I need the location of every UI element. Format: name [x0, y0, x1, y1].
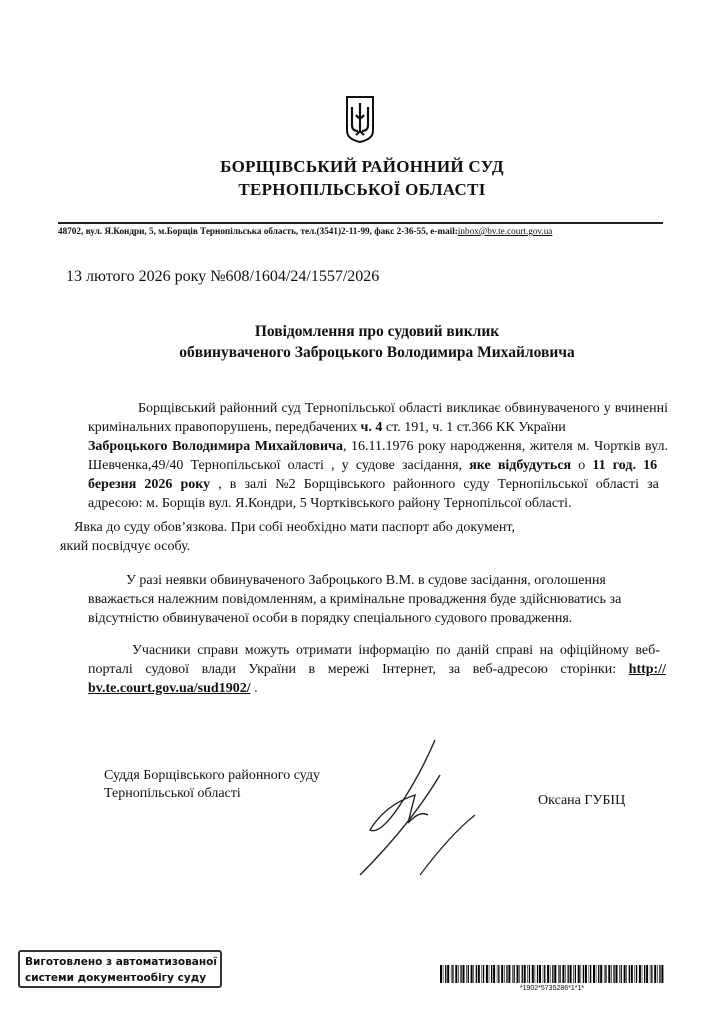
barcode-bar: [583, 965, 584, 983]
text-run: вважається належним повідомленням, а кримінальне провадження буде здійснюватись за: [88, 592, 622, 607]
barcode-bar: [624, 965, 626, 983]
barcode-bar: [598, 965, 599, 983]
barcode-bar: [626, 965, 627, 983]
paragraph-line: [88, 495, 572, 513]
barcode-bar: [639, 965, 641, 983]
text-run: порталі судової влади України в мережі Інтернет, за веб-адресою сторінки:: [88, 662, 629, 677]
barcode-bar: [508, 965, 510, 983]
barcode-bar: [636, 965, 637, 983]
barcode-bar: [629, 965, 630, 983]
barcode-bar: [473, 965, 474, 983]
barcode-bar: [604, 965, 605, 983]
barcode-bar: [443, 965, 444, 983]
barcode-bar: [519, 965, 520, 983]
text-run: Учасники справи можуть отримати інформацію по даній справі на офіційному веб-: [132, 643, 660, 658]
barcode-bar: [631, 965, 633, 983]
barcode-bar: [654, 965, 656, 983]
paragraph-line: [88, 661, 666, 679]
barcode-bar: [565, 965, 566, 983]
text-run: адресою: м. Борщів вул. Я.Кондри, 5 Чортківського району Тернопільсої області.: [88, 496, 572, 511]
judge-position-line: Суддя Борщівського районного суду: [104, 768, 320, 783]
text-run: Явка до суду обов’язкова. При собі необхідно мати паспорт або документ,: [74, 520, 515, 535]
barcode-number: *1902*5735286*1*1*: [519, 985, 585, 992]
paragraph-line: [88, 591, 621, 609]
barcode-bar: [651, 965, 652, 983]
barcode-bar: [537, 965, 538, 983]
barcode-bar: [570, 965, 572, 983]
paragraph-line: [138, 400, 668, 418]
barcode-bar: [468, 965, 469, 983]
text-run: Заброцького Володимира Михайловича: [88, 439, 343, 454]
barcode-bar: [621, 965, 622, 983]
text-run: , 16.11.1976 року народження, жителя м. Чортків вул.: [342, 439, 668, 454]
barcode-bar: [562, 965, 564, 983]
auto-generated-stamp: [18, 950, 222, 988]
barcode-bar: [455, 965, 457, 983]
barcode-bar: [661, 965, 663, 983]
paragraph-line: [88, 419, 566, 437]
barcode-bar: [527, 965, 528, 983]
barcode-bar: [650, 965, 651, 983]
barcode-bar: [605, 965, 606, 983]
barcode-bar: [619, 965, 620, 983]
text-run: ч. 4: [360, 420, 383, 435]
text-run: , в залі №2 Борщівського районного суду Тернопільської області за: [210, 477, 659, 492]
barcode-bar: [471, 965, 473, 983]
barcode: [440, 965, 664, 983]
barcode-bar: [616, 965, 618, 983]
text-run: кримінальних правопорушень, передбачених: [88, 420, 361, 435]
court-name: БОРЩІВСЬКИЙ РАЙОННИЙ СУД: [220, 157, 504, 176]
stamp-line: системи документообігу суду: [25, 972, 207, 984]
paragraph-line: [60, 538, 190, 556]
text-run: відсутністю обвинуваченої особи в порядку спеціального судового провадження.: [88, 611, 573, 626]
date-case-number: 13 лютого 2026 року №608/1604/24/1557/2026: [66, 268, 380, 285]
judge-position: [104, 767, 320, 803]
barcode-bar: [559, 965, 560, 983]
barcode-bar: [596, 965, 597, 983]
court-address: [58, 226, 552, 236]
barcode-bar: [552, 965, 553, 983]
text-run: .: [250, 681, 258, 696]
barcode-bar: [483, 965, 484, 983]
barcode-bar: [585, 965, 587, 983]
barcode-bar: [581, 965, 582, 983]
barcode-bar: [543, 965, 544, 983]
document-title: Повідомлення про судовий виклик: [254, 323, 500, 340]
barcode-bar: [657, 965, 658, 983]
header-divider: [58, 222, 663, 224]
barcode-bar: [544, 965, 545, 983]
paragraph-line: [74, 519, 515, 537]
document-subtitle: обвинуваченого Заброцького Володимира Михайловича: [179, 344, 575, 361]
barcode-bar: [447, 965, 449, 983]
paragraph-line: [88, 438, 668, 456]
barcode-bar: [445, 965, 446, 983]
barcode-bar: [547, 965, 549, 983]
handwritten-signature: [340, 735, 480, 885]
coat-of-arms-trident-icon: [345, 95, 375, 143]
barcode-bar: [573, 965, 574, 983]
paragraph-line: [88, 457, 657, 475]
barcode-bar: [558, 965, 559, 983]
barcode-bar: [589, 965, 590, 983]
barcode-bar: [476, 965, 477, 983]
judge-position-line: Тернопільської області: [104, 786, 241, 801]
text-run: У разі неявки обвинуваченого Заброцького В.М. в судове засідання, оголошення: [126, 573, 606, 588]
barcode-bar: [517, 965, 519, 983]
barcode-bar: [529, 965, 530, 983]
text-run: Борщівський районний суд Тернопільської області викликає обвинуваченого у вчиненні: [138, 401, 668, 416]
barcode-bar: [506, 965, 507, 983]
barcode-bar: [613, 965, 614, 983]
text-run: який посвідчує особу.: [60, 539, 191, 554]
barcode-bar: [482, 965, 483, 983]
barcode-bar: [440, 965, 442, 983]
barcode-bar: [568, 965, 569, 983]
barcode-bar: [522, 965, 523, 983]
barcode-bar: [532, 965, 534, 983]
barcode-bar: [590, 965, 591, 983]
barcode-bar: [535, 965, 536, 983]
address-text: 48702, вул. Я.Кондри, 5, м.Борщів Тернопільська область, тел.(3541)2-11-99, факс 2-36-55, e-mail:: [58, 226, 458, 236]
text-run: Шевченка,49/40 Тернопільської оласті , у судове засідання,: [88, 458, 470, 473]
barcode-bar: [478, 965, 480, 983]
barcode-bar: [578, 965, 580, 983]
barcode-bar: [608, 965, 610, 983]
paragraph-line: [88, 680, 258, 698]
barcode-bar: [524, 965, 526, 983]
barcode-bar: [593, 965, 595, 983]
text-run: 11 год. 16: [592, 458, 658, 473]
barcode-bar: [452, 965, 453, 983]
barcode-bar: [550, 965, 551, 983]
stamp-line: Виготовлено з автоматизованої: [25, 956, 217, 968]
judge-name: Оксана ГУБІЦ: [538, 793, 626, 808]
paragraph-line: [88, 476, 659, 494]
barcode-bar: [451, 965, 452, 983]
barcode-bar: [460, 965, 461, 983]
barcode-bar: [514, 965, 515, 983]
text-run: березня 2026 року: [88, 477, 211, 492]
barcode-bar: [498, 965, 499, 983]
text-run: яке відбудуться: [469, 458, 572, 473]
barcode-bar: [491, 965, 492, 983]
barcode-bar: [493, 965, 495, 983]
barcode-bar: [611, 965, 612, 983]
barcode-bar: [539, 965, 541, 983]
court-url-link[interactable]: bv.te.court.gov.ua/sud1902/: [88, 681, 251, 696]
paragraph-line: [132, 642, 660, 660]
court-url-link[interactable]: http://: [628, 662, 666, 677]
barcode-bar: [458, 965, 459, 983]
barcode-bar: [486, 965, 488, 983]
email-link[interactable]: inbox@bv.te.court.gov.ua: [457, 226, 553, 236]
barcode-bar: [497, 965, 498, 983]
text-run: ст. 191, ч. 1 ст.366 КК України: [382, 420, 566, 435]
barcode-bar: [600, 965, 602, 983]
barcode-bar: [501, 965, 503, 983]
barcode-bar: [466, 965, 467, 983]
barcode-bar: [554, 965, 556, 983]
court-region: ТЕРНОПІЛЬСЬКОЇ ОБЛАСТІ: [238, 180, 486, 199]
barcode-bar: [644, 965, 645, 983]
barcode-bar: [659, 965, 660, 983]
barcode-bar: [504, 965, 505, 983]
barcode-bar: [635, 965, 636, 983]
paragraph-line: [88, 610, 572, 628]
barcode-bar: [463, 965, 465, 983]
barcode-bar: [646, 965, 648, 983]
barcode-bar: [642, 965, 643, 983]
barcode-bar: [575, 965, 576, 983]
paragraph-line: [126, 572, 606, 590]
barcode-bar: [489, 965, 490, 983]
barcode-bar: [512, 965, 513, 983]
text-run: о: [571, 458, 593, 473]
